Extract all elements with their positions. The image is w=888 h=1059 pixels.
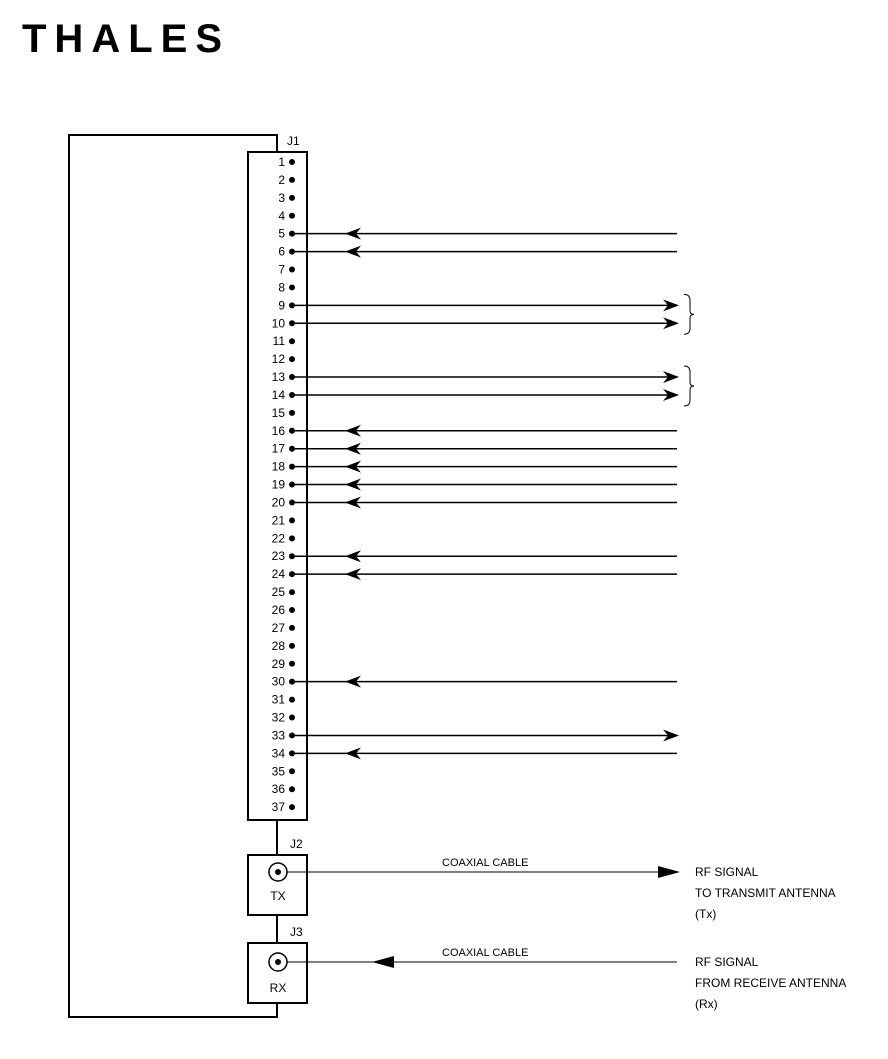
thales-logo: THALES	[22, 17, 230, 61]
j1-pin-number: 33	[271, 728, 285, 743]
j3-coax-center	[275, 959, 281, 965]
j1-pin-dot	[289, 356, 295, 362]
j1-pin-number: 12	[271, 352, 285, 367]
j1-pin-number: 25	[271, 585, 285, 600]
j1-pin-number: 30	[271, 674, 285, 689]
j1-pin-number: 32	[271, 710, 285, 725]
j1-pin-dot	[289, 195, 295, 201]
j1-pin-dot	[289, 410, 295, 416]
j2-coax-center	[275, 869, 281, 875]
j1-pin-number: 14	[271, 387, 285, 402]
j3-signal-line-1: RF SIGNAL	[695, 955, 759, 969]
j1-pin-number: 5	[278, 226, 285, 241]
j1-pin-number: 3	[278, 190, 285, 205]
j2-signal-line-2: TO TRANSMIT ANTENNA	[695, 886, 836, 900]
j2-signal-line-1: RF SIGNAL	[695, 865, 759, 879]
j1-pin-number: 23	[271, 549, 285, 564]
j1-pin-number: 24	[271, 567, 285, 582]
j1-pin-dot	[289, 338, 295, 344]
j1-signal-lines	[292, 228, 694, 760]
j1-label: J1	[287, 134, 300, 148]
j3-arrowhead	[372, 956, 394, 968]
j1-pin-number: 10	[271, 316, 285, 331]
j3-signal-line-3: (Rx)	[695, 997, 718, 1011]
j1-pin-number: 28	[271, 638, 285, 653]
j2-arrowhead	[658, 866, 680, 878]
pin-group-brace	[684, 366, 694, 406]
j2-cable-label: COAXIAL CABLE	[442, 857, 529, 869]
j1-pin-dot	[289, 607, 295, 613]
j1-pins	[272, 155, 295, 814]
j1-pin-dot	[289, 661, 295, 667]
j1-pin-number: 22	[271, 531, 285, 546]
j1-pin-dot	[289, 625, 295, 631]
j1-pin-number: 2	[278, 172, 285, 187]
j1-pin-number: 11	[272, 334, 285, 349]
j1-pin-number: 19	[271, 477, 285, 492]
j1-pin-number: 18	[271, 459, 285, 474]
j1-pin-number: 13	[271, 370, 285, 385]
j3-port-label: RX	[269, 981, 287, 995]
j1-pin-number: 20	[271, 495, 285, 510]
j1-pin-number: 35	[271, 764, 285, 779]
j1-pin-number: 15	[271, 405, 285, 420]
j1-pin-number: 21	[271, 513, 285, 528]
j3-cable-label: COAXIAL CABLE	[442, 947, 529, 959]
j1-pin-dot	[289, 284, 295, 290]
j1-pin-number: 9	[278, 298, 285, 313]
j1-pin-number: 16	[271, 423, 285, 438]
j1-pin-number: 7	[278, 262, 285, 277]
j1-pin-dot	[289, 768, 295, 774]
j1-pin-number: 6	[278, 244, 285, 259]
j1-pin-dot	[289, 643, 295, 649]
j1-pin-number: 29	[271, 656, 285, 671]
j1-pin-number: 37	[271, 800, 285, 815]
j2-label: J2	[290, 837, 303, 851]
j1-pin-dot	[289, 786, 295, 792]
j1-pin-dot	[289, 697, 295, 703]
pin-group-brace	[684, 294, 694, 334]
j1-pin-dot	[289, 177, 295, 183]
j1-pin-dot	[289, 589, 295, 595]
j1-pin-dot	[289, 267, 295, 273]
j1-pin-dot	[289, 715, 295, 721]
j1-pin-dot	[289, 159, 295, 165]
j1-pin-number: 34	[271, 746, 285, 761]
j1-pin-number: 1	[278, 155, 285, 169]
j2-connector-body	[248, 855, 307, 915]
j1-pin-number: 4	[278, 208, 285, 223]
j1-pin-dot	[289, 517, 295, 523]
j1-pin-dot	[289, 804, 295, 810]
j1-pin-dot	[289, 535, 295, 541]
j3-label: J3	[290, 925, 303, 939]
j1-pin-number: 17	[271, 441, 285, 456]
unit-outline	[69, 135, 277, 1017]
j2-signal-line-3: (Tx)	[695, 907, 717, 921]
j1-pin-number: 26	[271, 603, 285, 617]
j1-pin-dot	[289, 213, 295, 219]
j2-port-label: TX	[270, 889, 286, 903]
j3-signal-line-2: FROM RECEIVE ANTENNA	[695, 976, 847, 990]
j1-pin-number: 27	[271, 620, 285, 635]
j1-pin-number: 8	[278, 280, 285, 295]
j1-pin-number: 36	[271, 782, 285, 797]
j1-pin-number: 31	[271, 692, 285, 707]
